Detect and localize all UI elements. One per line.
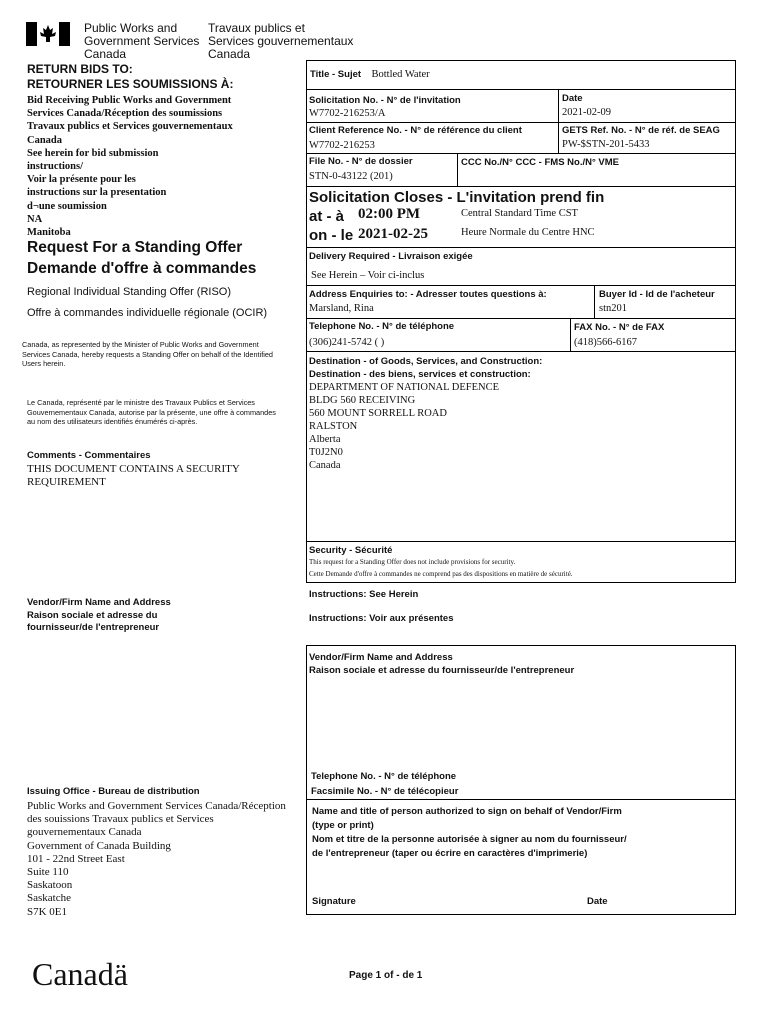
issuing-line: 101 - 22nd Street East [27,852,125,865]
canada-flag-icon [26,22,70,46]
destination-label-fr: Destination - des biens, services et construction: [309,369,531,380]
vendor-box-label-fr: Raison sociale et adresse du fournisseur/de l'entrepreneur [309,665,575,676]
address-enquiries-label: Address Enquiries to: - Adresser toutes questions à: [309,289,547,300]
dept-fr-line: Travaux publics et [208,21,305,35]
destination-line: T0J2N0 [309,447,343,458]
dept-name-fr [208,22,353,61]
buyer-label: Buyer Id - Id de l'acheteur [599,289,715,300]
authorized-line: (type or print) [312,820,374,831]
ccc-label: CCC No./N° CCC - FMS No./N° VME [461,157,620,168]
return-bids-line: NA [27,213,43,225]
destination-line: Canada [309,460,341,471]
return-bids-line: Services Canada/Réception des soumissions [27,108,223,120]
signature-date-label: Date [587,896,608,907]
destination-line: RALSTON [309,421,358,432]
destination-line: 560 MOUNT SORRELL ROAD [309,408,447,419]
issuing-line: Government of Canada Building [27,839,171,852]
return-bids-line: Manitoba [27,227,71,239]
authorized-line: de l'entrepreneur (taper ou écrire en caractères d'imprimerie) [312,848,588,859]
issuing-line: gouvernementaux Canada [27,826,142,839]
solicitation-value: W7702-216253/A [309,108,386,119]
return-bids-line: instructions sur la presentation [27,187,167,199]
request-title-fr: Demande d'offre à commandes [27,260,257,277]
address-enquiries-value: Marsland, Rina [309,303,374,314]
title-label: Title - Sujet [310,69,362,80]
security-text-en: This request for a Standing Offer does not include provisions for security. [309,558,516,566]
closes-on-label: on - le [309,227,354,244]
security-text-fr: Cette Demande d'offre à commandes ne comprend pas des dispositions en matière de sécurité. [309,570,573,578]
instructions-fr: Instructions: Voir aux présentes [309,613,454,624]
dept-en-line: Government Services [84,34,200,48]
instructions-en: Instructions: See Herein [309,589,419,600]
return-bids-en: RETURN BIDS TO: [27,62,133,76]
request-paragraph-en: Canada, as represented by the Minister of Public Works and Government Services Canada, hereby requests a Standing Offer on behalf of the Identified Users herein. [22,340,273,369]
destination-address [309,381,499,472]
form-divider [306,541,736,542]
return-bids-line: d¬une soumission [27,200,107,212]
dept-name-en [84,22,199,61]
request-paragraph-fr: Le Canada, représenté par le ministre des Travaux Publics et Services Gouvernementaux Canada, autorise par la présente, une offre à commandes au nom des utilisateurs identifiés énumérés ci-après. [27,398,276,427]
issuing-office-address [27,800,286,919]
issuing-line: Saskatche [27,892,71,905]
form-divider-v [594,285,595,318]
dept-en-line: Public Works and [84,21,178,35]
vendor-divider [306,799,736,800]
return-bids-heading [27,62,233,92]
issuing-line: Public Works and Government Services Canada/Réception [27,800,286,812]
closes-at-label: at - à [309,208,345,225]
authorized-line: Name and title of person authorized to sign on behalf of Vendor/Firm [312,806,622,817]
vendor-telephone-label: Telephone No. - N° de téléphone [311,771,457,782]
timezone-en: Central Standard Time CST [461,208,578,219]
security-label: Security - Sécurité [309,545,393,556]
destination-label [309,355,542,381]
solicitation-label: Solicitation No. - N° de l'invitation [309,95,461,106]
authorized-person-label [312,805,627,861]
return-bids-line: Bid Receiving Public Works and Government [27,95,232,106]
title-value: Bottled Water [371,69,430,80]
form-divider [306,89,736,90]
timezone-fr: Heure Normale du Centre HNC [461,227,595,238]
gets-value: PW-$STN-201-5433 [562,139,650,150]
return-bids-line: Canada [27,134,63,146]
authorized-line: Nom et titre de la personne autorisée à signer au nom du fournisseur/ [312,834,627,845]
canada-wordmark: Canadä [32,956,128,992]
dept-fr-line: Canada [208,47,251,61]
vendor-left-label [27,597,171,635]
dept-fr-line: Services gouvernementaux [208,34,354,48]
comments-text [27,463,240,489]
offer-type-en: Regional Individual Standing Offer (RISO) [27,286,232,298]
vendor-box-label-en: Vendor/Firm Name and Address [309,652,453,663]
destination-label-en: Destination - of Goods, Services, and Construction: [309,356,543,367]
destination-line: Alberta [309,434,341,445]
title-field [310,64,430,82]
comments-line: THIS DOCUMENT CONTAINS A SECURITY [27,463,240,475]
telephone-label: Telephone No. - N° de téléphone [309,321,455,332]
gets-label: GETS Ref. No. - N° de réf. de SEAG [562,125,720,136]
form-divider-v [558,89,559,153]
issuing-office-label: Issuing Office - Bureau de distribution [27,786,200,797]
issuing-line: des souissions Travaux publics et Services [27,813,214,826]
request-title [27,237,256,279]
vendor-box-label [309,651,574,677]
fax-label: FAX No. - N° de FAX [574,322,665,333]
issuing-line: Saskatoon [27,879,73,892]
return-bids-line: Travaux publics et Services gouvernementaux [27,121,233,133]
return-bids-line: Voir la présente pour les [27,174,136,186]
issuing-line: S7K 0E1 [27,905,68,918]
form-divider [306,186,736,187]
signature-label: Signature [312,896,356,907]
form-divider [306,247,736,248]
date-label: Date [562,93,583,104]
vendor-left-line: Raison sociale et adresse du [27,609,158,621]
closes-at-value: 02:00 PM [358,206,421,222]
form-divider-v [457,153,458,186]
comments-label: Comments - Commentaires [27,450,151,461]
delivery-label: Delivery Required - Livraison exigée [309,251,473,262]
offer-type-fr: Offre à commandes individuelle régionale (OCIR) [27,307,268,319]
form-divider [306,285,736,286]
delivery-value: See Herein – Voir ci-inclus [311,270,425,281]
return-bids-line: See herein for bid submission [27,147,159,159]
form-divider [306,318,736,319]
closes-title: Solicitation Closes - L'invitation prend fin [309,189,605,206]
form-divider-v [570,318,571,351]
vendor-left-line: Vendor/Firm Name and Address [27,597,171,608]
dept-en-line: Canada [84,47,127,61]
telephone-value: (306)241-5742 ( ) [309,337,385,348]
date-value: 2021-02-09 [562,107,611,118]
return-bids-line: instructions/ [27,161,84,173]
form-divider [306,153,736,154]
return-bids-address [27,94,297,239]
request-title-en: Request For a Standing Offer [27,239,243,256]
closes-on-value: 2021-02-25 [358,226,428,242]
destination-line: BLDG 560 RECEIVING [309,395,416,406]
vendor-left-line: fournisseur/de l'entrepreneur [27,622,160,633]
return-bids-fr: RETOURNER LES SOUMISSIONS À: [27,77,234,91]
comments-line: REQUIREMENT [27,476,106,488]
client-ref-label: Client Reference No. - N° de référence du client [309,125,522,136]
offer-type [27,282,267,324]
page-number: Page 1 of - de 1 [349,970,423,981]
file-value: STN-0-43122 (201) [309,171,393,182]
buyer-value: stn201 [599,303,628,314]
destination-line: DEPARTMENT OF NATIONAL DEFENCE [309,382,500,393]
form-divider [306,351,736,352]
issuing-line: Suite 110 [27,866,69,879]
vendor-fax-label: Facsimile No. - N° de télécopieur [311,786,459,797]
fax-value: (418)566-6167 [574,337,637,348]
client-ref-value: W7702-216253 [309,140,375,151]
file-label: File No. - N° de dossier [309,156,413,167]
form-divider [306,122,736,123]
